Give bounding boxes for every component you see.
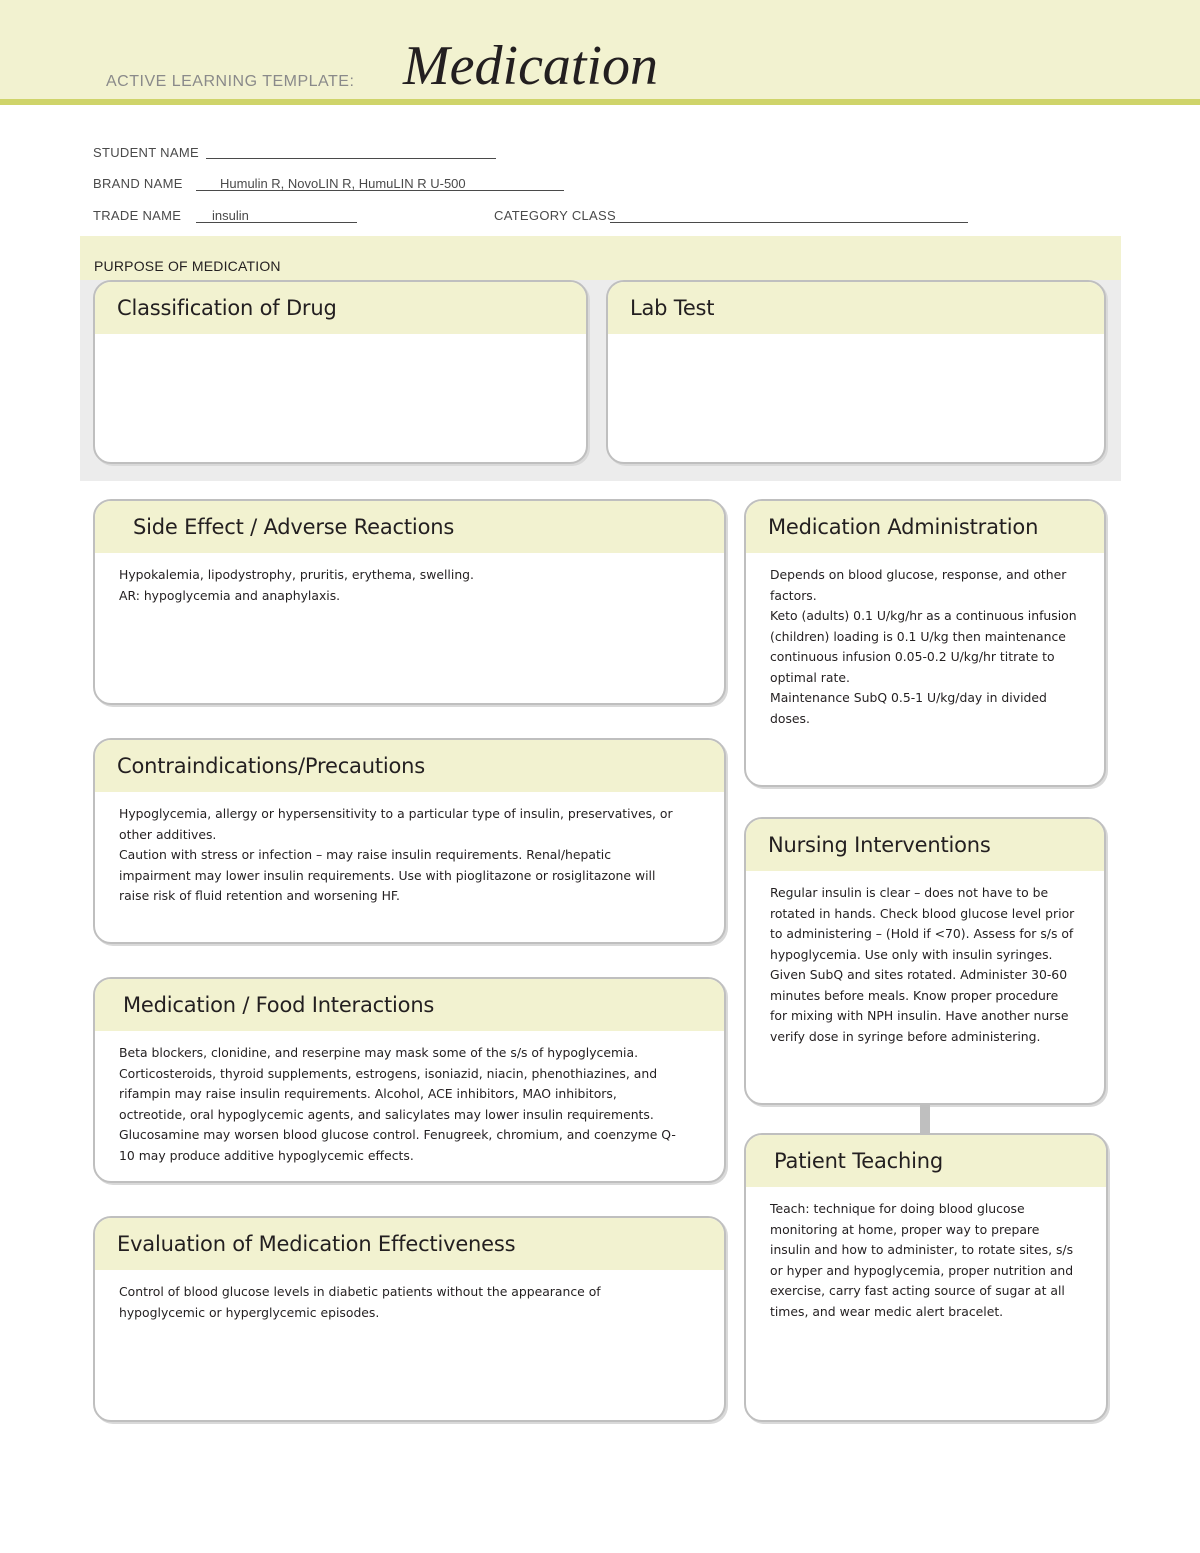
classification-card[interactable] — [93, 280, 588, 464]
contraindications-card[interactable] — [93, 738, 726, 944]
classification-card-body[interactable] — [95, 334, 586, 346]
teaching-card-title: Patient Teaching — [774, 1149, 943, 1173]
evaluation-card-body[interactable] — [95, 1270, 724, 1323]
nursing-card-body[interactable] — [746, 871, 1104, 1047]
brand-name-label: BRAND NAME — [93, 176, 183, 191]
administration-card-body[interactable] — [746, 553, 1104, 729]
evaluation-card-header — [95, 1218, 724, 1270]
lab-test-card-title: Lab Test — [630, 296, 715, 320]
header-rule — [0, 99, 1200, 105]
contraindications-line: Caution with stress or infection – may raise insulin requirements. Renal/hepatic impairment may lower insulin requirements. Use with pioglitazone or rosiglitazone will raise risk of fluid retention and worsening HF. — [119, 847, 656, 903]
administration-line: Depends on blood glucose, response, and other factors. — [770, 567, 1067, 603]
classification-card-header — [95, 282, 586, 334]
trade-name-label: TRADE NAME — [93, 208, 182, 223]
contraindications-card-title: Contraindications/Precautions — [117, 754, 426, 778]
interactions-card-header — [95, 979, 724, 1031]
administration-card-title: Medication Administration — [768, 515, 1039, 539]
contraindications-card-body[interactable] — [95, 792, 724, 907]
administration-line: (children) loading is 0.1 U/kg then maintenance continuous infusion 0.05-0.2 U/kg/hr titrate to optimal rate. — [770, 628, 1066, 685]
nursing-card-title: Nursing Interventions — [768, 833, 991, 857]
interactions-card[interactable] — [93, 977, 726, 1183]
lab-test-card-body[interactable] — [608, 334, 1104, 346]
side-effects-line: AR: hypoglycemia and anaphylaxis. — [119, 587, 341, 603]
brand-name-value: Humulin R, NovoLIN R, HumuLIN R U-500 — [220, 176, 466, 191]
interactions-line: Beta blockers, clonidine, and reserpine may mask some of the s/s of hypoglycemia. Corticosteroids, thyroid supplements, estrogens, isoniazid, niacin, phenothiazines, and rifampin may raise insulin requirements. Alcohol, ACE inhibitors, MAO inhibitors, octreotide, oral hypoglycemic agents, and salicylates may lower insulin requirements. Glucosamine may worsen blood glucose control. Fenugreek, chromium, and coenzyme Q-10 may produce additive hypoglycemic effects. — [119, 1045, 676, 1163]
student-name-label: STUDENT NAME — [93, 145, 199, 160]
contraindications-line: Hypoglycemia, allergy or hypersensitivity to a particular type of insulin, preservatives, or other additives. — [119, 806, 673, 842]
connector-bar — [920, 1103, 930, 1135]
nursing-line: Regular insulin is clear – does not have to be rotated in hands. Check blood glucose level prior to administering – (Hold if <70). Assess for s/s of hypoglycemia. Use only with insulin syringes. Given SubQ and sites rotated. Administer 30-60 minutes before meals. Know proper procedure for mixing with NPH insulin. Have another nurse verify dose in syringe before administering. — [770, 885, 1075, 1044]
purpose-label: PURPOSE OF MEDICATION — [94, 258, 281, 274]
side-effects-card-title: Side Effect / Adverse Reactions — [133, 515, 455, 539]
side-effects-card-body[interactable] — [95, 553, 724, 606]
side-effects-card[interactable] — [93, 499, 726, 705]
template-label: ACTIVE LEARNING TEMPLATE: — [106, 73, 355, 90]
nursing-card[interactable] — [744, 817, 1106, 1105]
evaluation-card-title: Evaluation of Medication Effectiveness — [117, 1232, 516, 1256]
nursing-card-header — [746, 819, 1104, 871]
administration-line: Keto (adults) 0.1 U/kg/hr as a continuous infusion — [770, 608, 1077, 623]
administration-card-header — [746, 501, 1104, 553]
teaching-card[interactable] — [744, 1133, 1108, 1422]
evaluation-card[interactable] — [93, 1216, 726, 1422]
teaching-card-header — [746, 1135, 1106, 1187]
teaching-line: Teach: technique for doing blood glucose monitoring at home, proper way to prepare insulin and how to administer, to rotate sites, s/s or hyper and hypoglycemia, proper nutrition and exercise, carry fast acting source of sugar at all times, and wear medic alert bracelet. — [770, 1201, 1074, 1319]
lab-test-card[interactable] — [606, 280, 1106, 464]
contraindications-card-header — [95, 740, 724, 792]
category-class-label: CATEGORY CLASS — [494, 208, 616, 223]
category-class-field[interactable] — [610, 222, 968, 223]
interactions-card-body[interactable] — [95, 1031, 724, 1166]
interactions-card-title: Medication / Food Interactions — [123, 993, 435, 1017]
trade-name-value: insulin — [212, 208, 249, 223]
side-effects-card-header — [95, 501, 724, 553]
teaching-card-body[interactable] — [746, 1187, 1106, 1322]
administration-card[interactable] — [744, 499, 1106, 787]
page-title: Medication — [403, 35, 659, 97]
evaluation-line: Control of blood glucose levels in diabetic patients without the appearance of hypoglycemic or hyperglycemic episodes. — [119, 1284, 601, 1320]
classification-card-title: Classification of Drug — [117, 296, 337, 320]
administration-line: Maintenance SubQ 0.5-1 U/kg/day in divided doses. — [770, 690, 1047, 726]
lab-test-card-header — [608, 282, 1104, 334]
student-name-field[interactable] — [206, 158, 496, 159]
purpose-header — [80, 236, 1121, 280]
side-effects-line: Hypokalemia, lipodystrophy, pruritis, erythema, swelling. — [119, 567, 474, 582]
